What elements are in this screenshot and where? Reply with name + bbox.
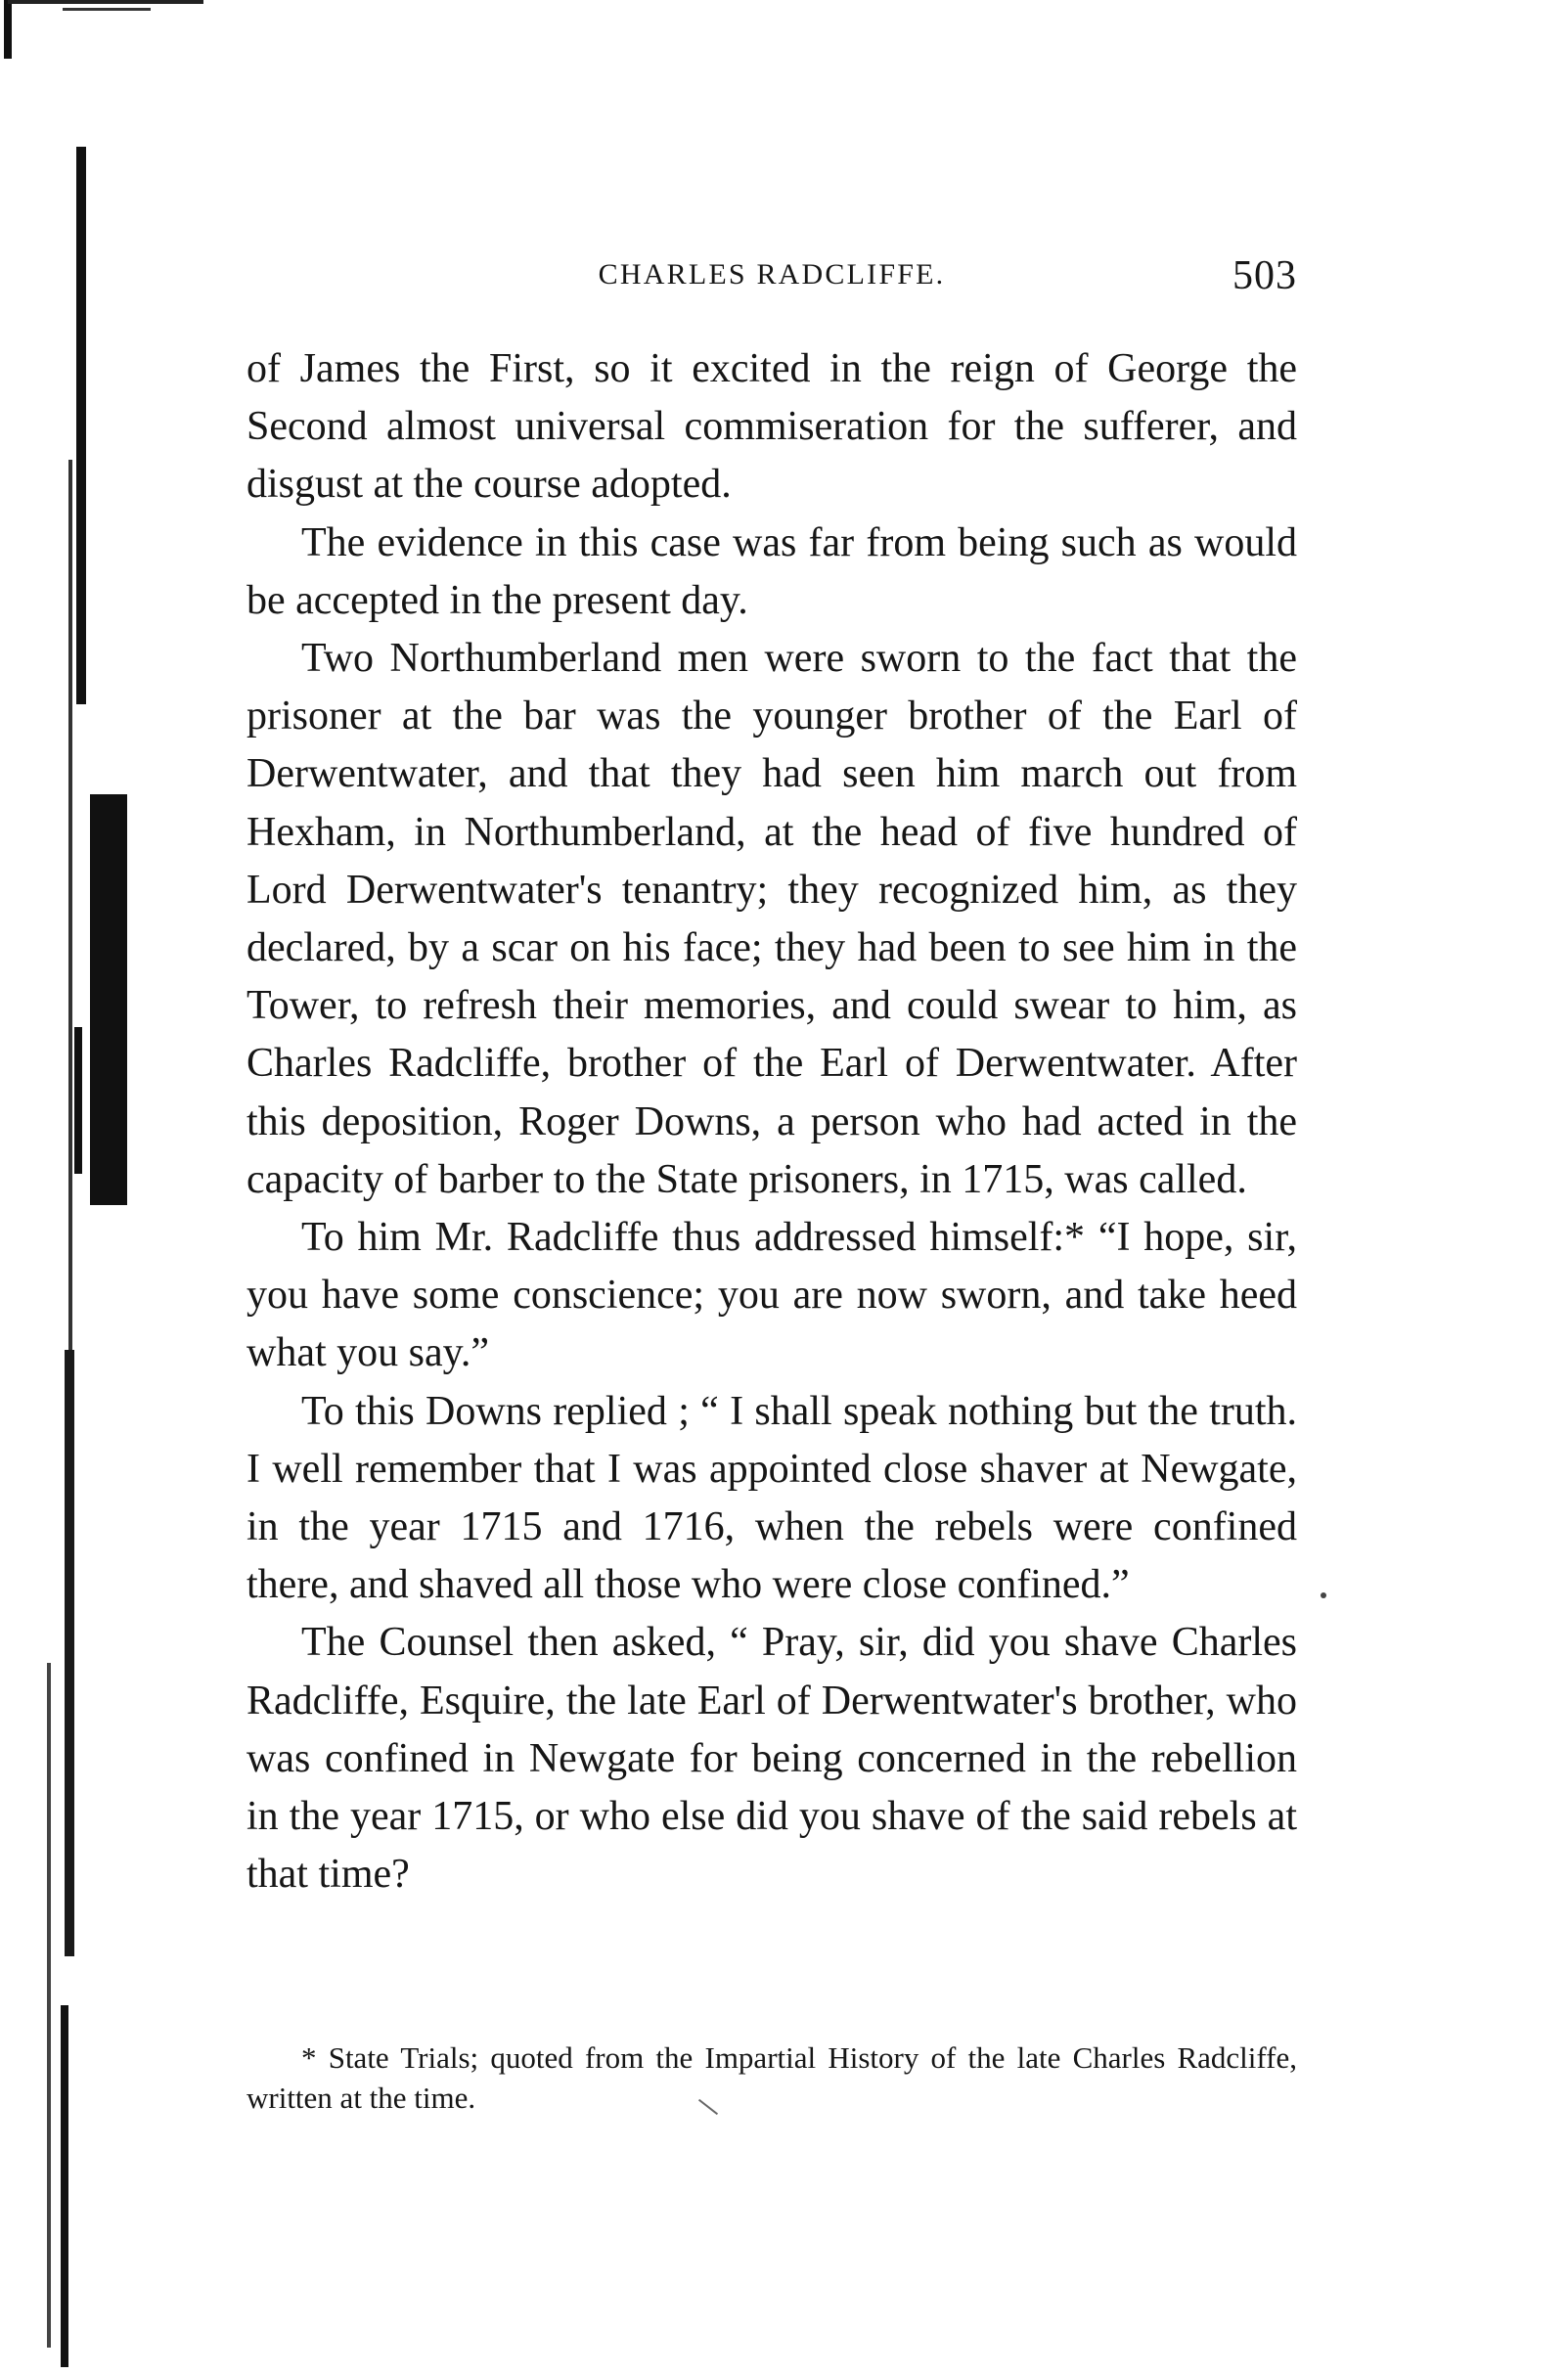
paragraph-3: Two Northumberland men were sworn to the fact that the prisoner at the bar was the younger brother of the Earl of Derwentwater, and that they had seen him march out from Hexham, in Northumberland, at the head of five hundred of Lord Derwentwater's tenantry; they recognized him, as they declared, by a scar on his face; they had been to see him in the Tower, to refresh their memories, and could swear to him, as Charles Radcliffe, brother of the Earl of Derwentwater. After this deposition, Roger Downs, a person who had acted in the capacity of barber to the State prisoners, in 1715, was called. [246,636,1297,1202]
body-text [246,340,1297,1904]
scan-binding-edge [0,0,166,2374]
paragraph-4: To him Mr. Radcliffe thus addressed himself:* “I hope, sir, you have some conscience; you are now sworn, and take heed what you say.” [246,1215,1297,1376]
page-number: 503 [1232,253,1297,298]
running-head [246,253,1297,305]
paragraph-5: To this Downs replied ; “ I shall speak nothing but the truth. I well remember that I was appointed close shaver at Newgate, in the year 1715 and 1716, when the rebels were confined there, and shaved all those who were close confined.” [246,1388,1297,1608]
paragraph-2: The evidence in this case was far from being such as would be accepted in the present day. [246,519,1297,623]
paragraph-6: The Counsel then asked, “ Pray, sir, did you shave Charles Radcliffe, Esquire, the late Earl of Derwentwater's brother, who was confined in Newgate for being concerned in the rebellion in the year 1715, or who else did you shave of the said rebels at that time? [246,1620,1297,1898]
footnote: * State Trials; quoted from the Impartial History of the late Charles Radcliffe, written at the time. [246,2040,1297,2115]
paragraph-1: of James the First, so it excited in the reign of George the Second almost universal commiseration for the sufferer, and disgust at the course adopted. [246,346,1297,508]
running-title: CHARLES RADCLIFFE. [598,258,946,291]
scan-speck [1321,1592,1326,1598]
